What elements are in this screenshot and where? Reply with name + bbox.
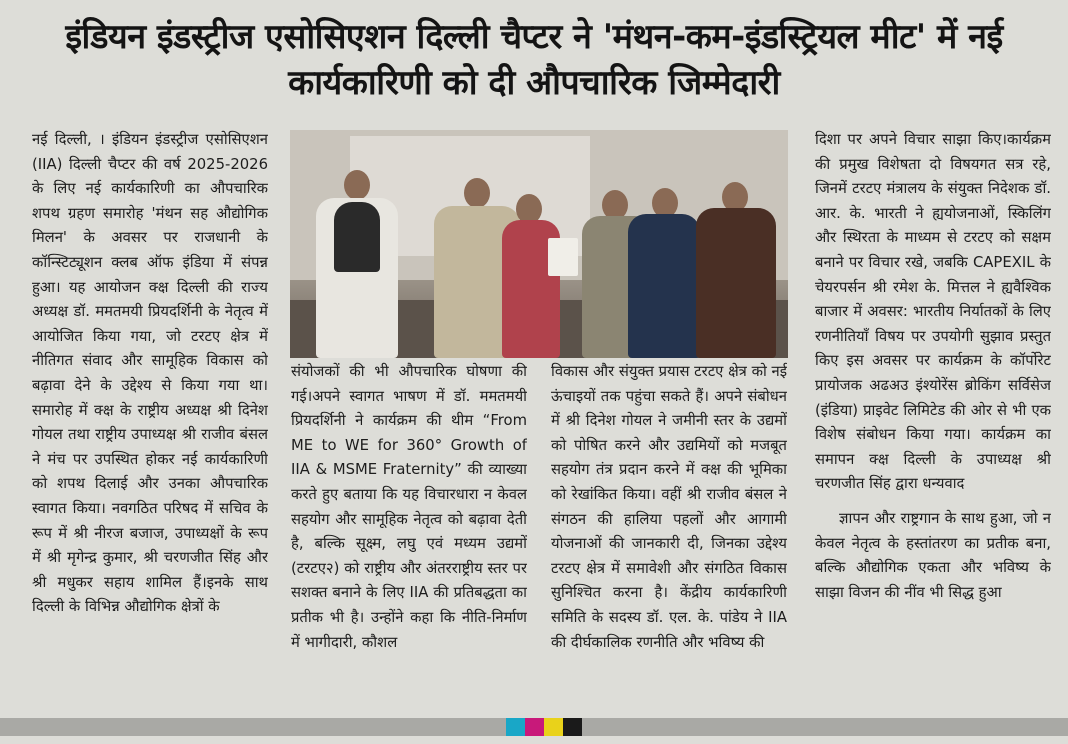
person-6 xyxy=(696,208,776,358)
column-4-text-b: ज्ञापन और राष्ट्रगान के साथ हुआ, जो न केवल नेतृत्व के हस्तांतरण का प्रतीक बना, बल्कि औद्योगिक एकता और भविष्य के साझा विजन की नींव भी सिद्ध हुआ xyxy=(815,509,1051,601)
article-column-4 xyxy=(815,128,1051,716)
column-1-text: नई दिल्ली, । इंडियन इंडस्ट्रीज एसोसिएशन (IIA) दिल्ली चैप्टर की वर्ष 2025-2026 के लिए नई कार्यकारिणी का औपचारिक शपथ ग्रहण समारोह 'मंथन सह औद्योगिक मिलन' के अवसर पर राजधानी के कॉन्स्टिट्यूशन क्लब ऑफ इंडिया में संपन्न हुआ। यह आयोजन क्क्ष दिल्ली की राज्य अध्यक्ष डॉ. ममतमयी प्रियदर्शिनी के नेतृत्व में आयोजित किया गया, जो टरटए क्षेत्र में नीतिगत संवाद और सामूहिक विकास को बढ़ावा देने के उद्देश्य से किया गया था।समारोह में क्क्ष के राष्ट्रीय अध्यक्ष श्री दिनेश गोयल तथा राष्ट्रीय उपाध्यक्ष श्री राजीव बंसल ने मंच पर उपस्थित होकर नई कार्यकारिणी को शपथ दिलाई और उनका औपचारिक स्वागत किया। नवगठित परिषद में सचिव के रूप में श्री नीरज बजाज, उपाध्यक्षों के रूप में श्री मृगेन्द्र कुमार, श्री चरणजीत सिंह और श्री मधुकर सहाय शामिल हैं।इनके साथ दिल्ली के विभिन्न औद्योगिक क्षेत्रों के xyxy=(32,131,268,616)
color-registration-marks xyxy=(506,718,582,736)
yellow-mark xyxy=(544,718,563,736)
article-column-1 xyxy=(32,128,268,716)
article-column-3 xyxy=(551,360,787,716)
magenta-mark xyxy=(525,718,544,736)
black-mark xyxy=(563,718,582,736)
article-column-2 xyxy=(291,360,527,716)
person-1-head xyxy=(344,170,370,200)
column-3-text: विकास और संयुक्त प्रयास टरटए क्षेत्र को नई ऊंचाइयों तक पहुंचा सकते हैं। अपने संबोधन में श्री दिनेश गोयल ने जमीनी स्तर के उद्यमों को पोषित करने और उद्यमियों को मजबूत सहयोग तंत्र प्रदान करने में क्क्ष की भूमिका को रेखांकित किया। वहीं श्री राजीव बंसल ने संगठन की हालिया पहलों और आगामी योजनाओं की जानकारी दी, जिनका उद्देश्य टरटए क्षेत्र में समावेशी और संगठित विकास सुनिश्चित करना है। केंद्रीय कार्यकारिणी समिति के सदस्य डॉ. एल. के. पांडेय ने IIA की दीर्घकालिक रणनीति और भविष्य की xyxy=(551,363,787,651)
event-photo xyxy=(290,130,788,358)
column-4-text-a: दिशा पर अपने विचार साझा किए।कार्यक्रम की प्रमुख विशेषता दो विषयगत सत्र रहे, जिनमें टरटए मंत्रालय के संयुक्त निदेशक डॉ. आर. के. भारती ने ह्ययोजनाओं, स्किलिंग और स्थिरता के माध्यम से टरटए को सक्षम बनाने पर विचार रखे, जबकि CAPEXIL के चेयरपर्सन श्री रमेश के. मित्तल ने ह्यवैश्विक बाजार में अवसर: भारतीय निर्यातकों के लिए रणनीतियाँ विषय पर उपयोगी सुझाव प्रस्तुत किए इस अवसर पर कार्यक्रम के कॉर्पोरेट प्रायोजक अढअउ इंश्योरेंस ब्रोकिंग सर्विसेज (इंडिया) प्राइवेट लिमिटेड की ओर से भी एक विशेष संबोधन किया गया। कार्यक्रम का समापन क्क्ष दिल्ली के उपाध्यक्ष श्री चरणजीत सिंह द्वारा धन्यवाद xyxy=(815,131,1051,493)
person-1-vest xyxy=(334,202,380,272)
person-2-head xyxy=(464,178,490,208)
cyan-mark xyxy=(506,718,525,736)
person-5 xyxy=(628,214,700,358)
column-2-text: संयोजकों की भी औपचारिक घोषणा की गई।अपने स्वागत भाषण में डॉ. ममतमयी प्रियदर्शिनी ने कार्यक्रम की थीम “From ME to WE for 360° Growth of IIA & MSME Fraternity” की व्याख्या करते हुए बताया कि यह विचारधारा न केवल सहयोग और सामूहिक नेतृत्व को बढ़ावा देती है, बल्कि सूक्ष्म, लघु एवं मध्यम उद्यमों (टरटए२) को राष्ट्रीय और अंतरराष्ट्रीय स्तर पर सशक्त बनाने के लिए IIA की प्रतिबद्धता का प्रतीक भी है। उन्होंने कहा कि नीति-निर्माण में भागीदारी, कौशल xyxy=(291,363,527,651)
certificate-frame xyxy=(548,238,578,276)
headline: इंडियन इंडस्ट्रीज एसोसिएशन दिल्ली चैप्टर ने 'मंथन-कम-इंडस्ट्रियल मीट' में नई कार्यकारिणी को दी औपचारिक जिम्मेदारी xyxy=(65,17,1003,103)
